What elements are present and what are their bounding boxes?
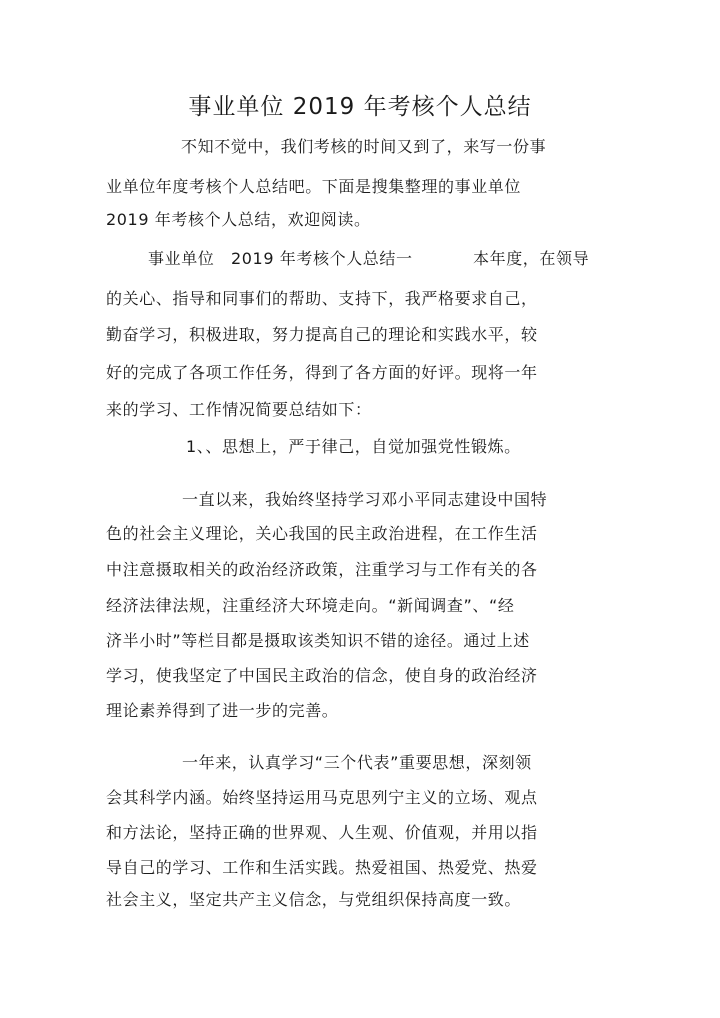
body-line: 一年来，认真学习“三个代表”重要思想，深刻领 — [182, 753, 532, 772]
body-line: 会其科学内涵。始终坚持运用马克思列宁主义的立场、观点 — [106, 788, 538, 807]
body-line: 的关心、指导和同事们的帮助、支持下，我严格要求自己， — [106, 289, 538, 308]
body-line: 导自己的学习、工作和生活实践。热爱祖国、热爱党、热爱 — [106, 858, 538, 877]
body-line: 色的社会主义理论，关心我国的民主政治进程，在工作生活 — [106, 524, 538, 543]
body-line: 社会主义，坚定共产主义信念，与党组织保持高度一致。 — [106, 890, 522, 909]
body-line: 学习，使我坚定了中国民主政治的信念，使自身的政治经济 — [106, 666, 538, 685]
section-heading-continuation: 本年度，在领导 — [473, 249, 590, 268]
body-line: 勤奋学习，积极进取，努力提高自己的理论和实践水平，较 — [106, 325, 538, 344]
item-heading: 1、、思想上，严于律己，自觉加强党性锻炼。 — [186, 437, 521, 456]
body-line: 中注意摄取相关的政治经济政策，注重学习与工作有关的各 — [106, 560, 538, 579]
body-line: 来的学习、工作情况简要总结如下： — [106, 400, 372, 419]
body-line: 理论素养得到了进一步的完善。 — [106, 701, 339, 720]
section-heading: 事业单位 2019 年考核个人总结一 — [148, 249, 413, 268]
intro-line: 不知不觉中，我们考核的时间又到了，来写一份事 — [181, 137, 547, 156]
body-line: 一直以来，我始终坚持学习邓小平同志建设中国特 — [182, 490, 548, 509]
document-title: 事业单位 2019 年考核个人总结 — [188, 94, 532, 120]
intro-line: 2019 年考核个人总结，欢迎阅读。 — [106, 210, 371, 229]
body-line: 经济法律法规，注重经济大环境走向。“新闻调查”、“经 — [106, 596, 515, 615]
body-line: 济半小时”等栏目都是摄取该类知识不错的途径。通过上述 — [106, 631, 530, 650]
body-line: 和方法论，坚持正确的世界观、人生观、价值观，并用以指 — [106, 823, 538, 842]
intro-line: 业单位年度考核个人总结吧。下面是搜集整理的事业单位 — [106, 177, 522, 196]
body-line: 好的完成了各项工作任务，得到了各方面的好评。现将一年 — [106, 363, 538, 382]
